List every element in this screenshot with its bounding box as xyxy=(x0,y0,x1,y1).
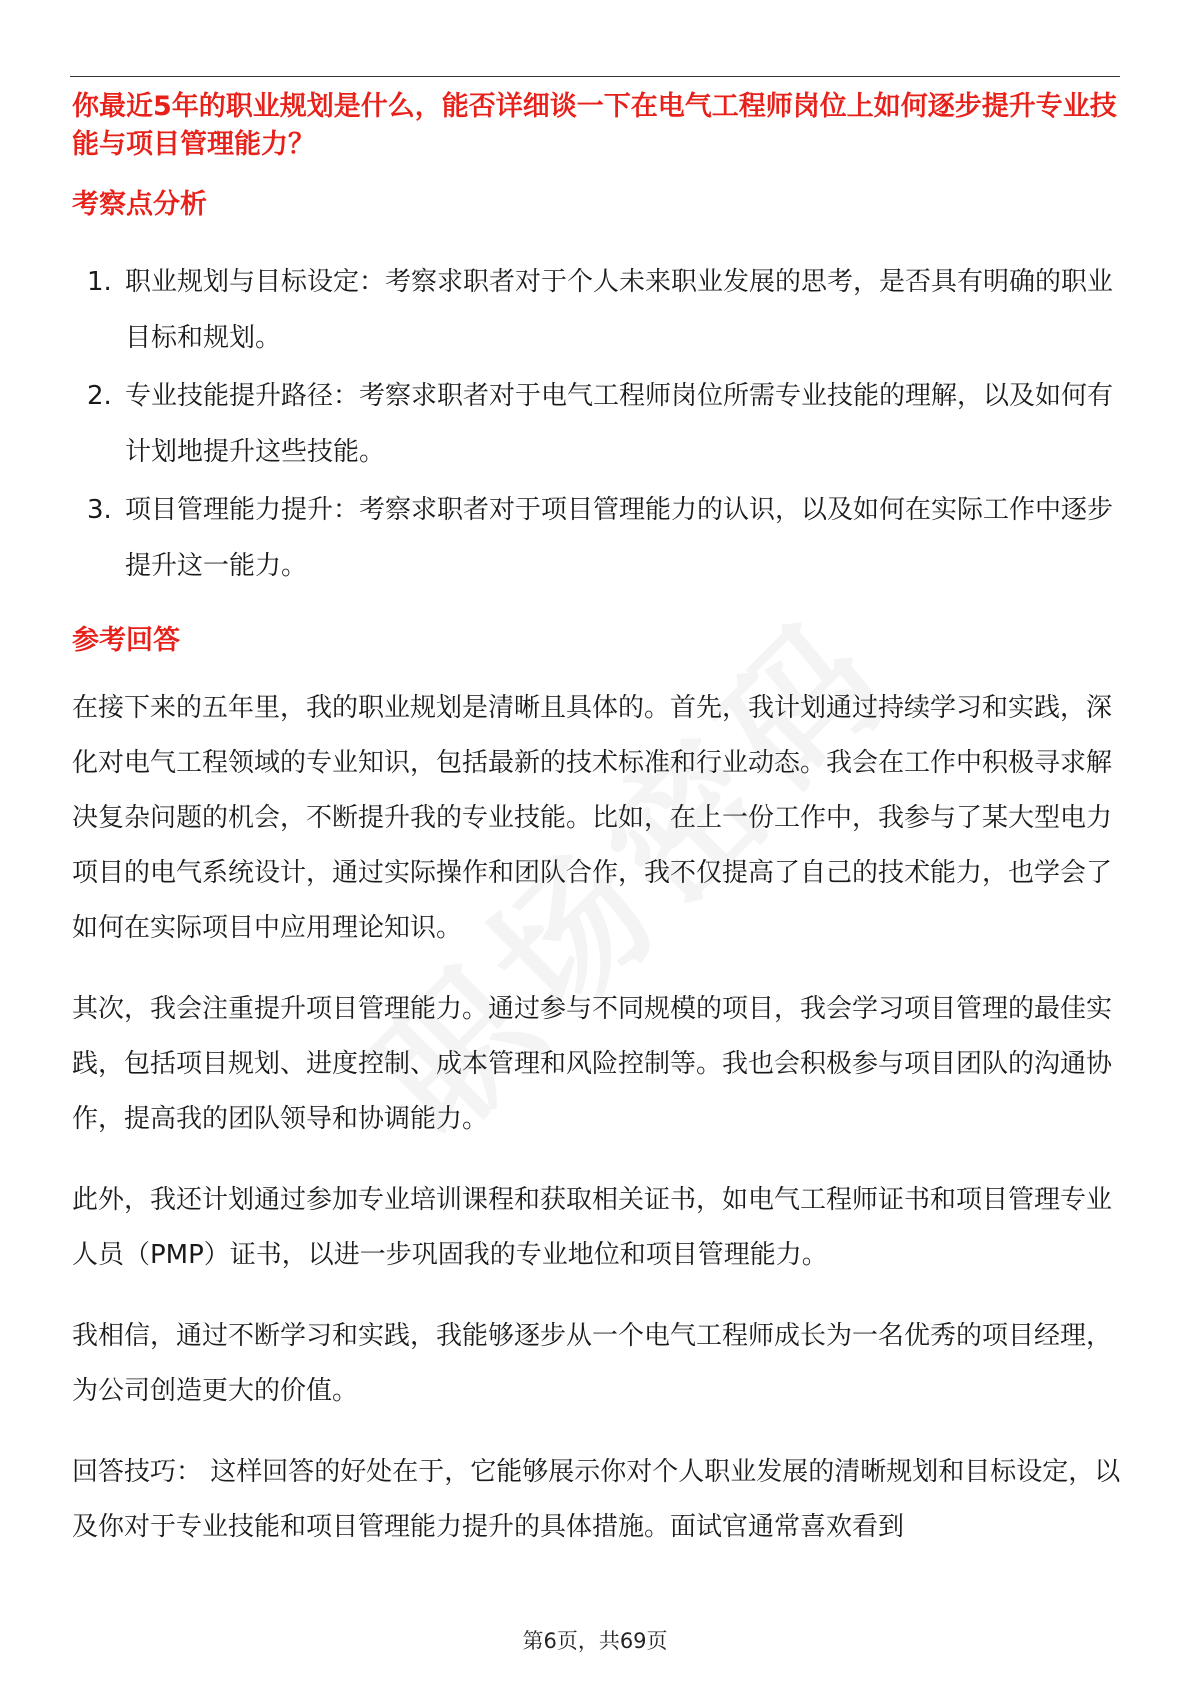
answer-paragraph: 其次，我会注重提升项目管理能力。通过参与不同规模的项目，我会学习项目管理的最佳实践，包括项目规划、进度控制、成本管理和风险控制等。我也会积极参与项目团队的沟通协作，提高我的团队领导和协调能力。 xyxy=(72,994,1113,1134)
answer-paragraph: 此外，我还计划通过参加专业培训课程和获取相关证书，如电气工程师证书和项目管理专业人员（PMP）证书，以进一步巩固我的专业地位和项目管理能力。 xyxy=(72,1185,1113,1270)
analysis-item-number: 3. xyxy=(87,495,112,525)
page-number: 第6页，共69页 xyxy=(522,1629,668,1653)
analysis-item-text: 项目管理能力提升：考察求职者对于项目管理能力的认识，以及如何在实际工作中逐步提升这一能力。 xyxy=(125,495,1114,581)
analysis-item-text: 专业技能提升路径：考察求职者对于电气工程师岗位所需专业技能的理解，以及如何有计划地提升这些技能。 xyxy=(125,381,1114,467)
analysis-item-text: 职业规划与目标设定：考察求职者对于个人未来职业发展的思考，是否具有明确的职业目标和规划。 xyxy=(125,267,1114,353)
answer-heading: 参考回答 xyxy=(72,625,180,656)
page-content xyxy=(72,88,1122,1555)
answer-paragraph: 在接下来的五年里，我的职业规划是清晰且具体的。首先，我计划通过持续学习和实践，深化对电气工程领域的专业知识，包括最新的技术标准和行业动态。我会在工作中积极寻求解决复杂问题的机会，不断提升我的专业技能。比如，在上一份工作中，我参与了某大型电力项目的电气系统设计，通过实际操作和团队合作，我不仅提高了自己的技术能力，也学会了如何在实际项目中应用理论知识。 xyxy=(72,693,1113,943)
analysis-item-number: 2. xyxy=(87,381,112,411)
answer-paragraph: 我相信，通过不断学习和实践，我能够逐步从一个电气工程师成长为一名优秀的项目经理，为公司创造更大的价值。 xyxy=(72,1321,1113,1406)
top-divider xyxy=(70,76,1120,77)
analysis-item-number: 1. xyxy=(87,267,112,297)
analysis-list xyxy=(72,254,1122,594)
question-title: 你最近5年的职业规划是什么，能否详细谈一下在电气工程师岗位上如何逐步提升专业技能与项目管理能力？ xyxy=(72,91,1117,160)
analysis-item xyxy=(72,482,1122,594)
analysis-item xyxy=(72,368,1122,480)
analysis-heading: 考察点分析 xyxy=(72,189,207,220)
answer-tips-paragraph: 回答技巧： 这样回答的好处在于，它能够展示你对个人职业发展的清晰规划和目标设定，以及你对于专业技能和项目管理能力提升的具体措施。面试官通常喜欢看到 xyxy=(72,1457,1121,1542)
analysis-item xyxy=(72,254,1122,366)
